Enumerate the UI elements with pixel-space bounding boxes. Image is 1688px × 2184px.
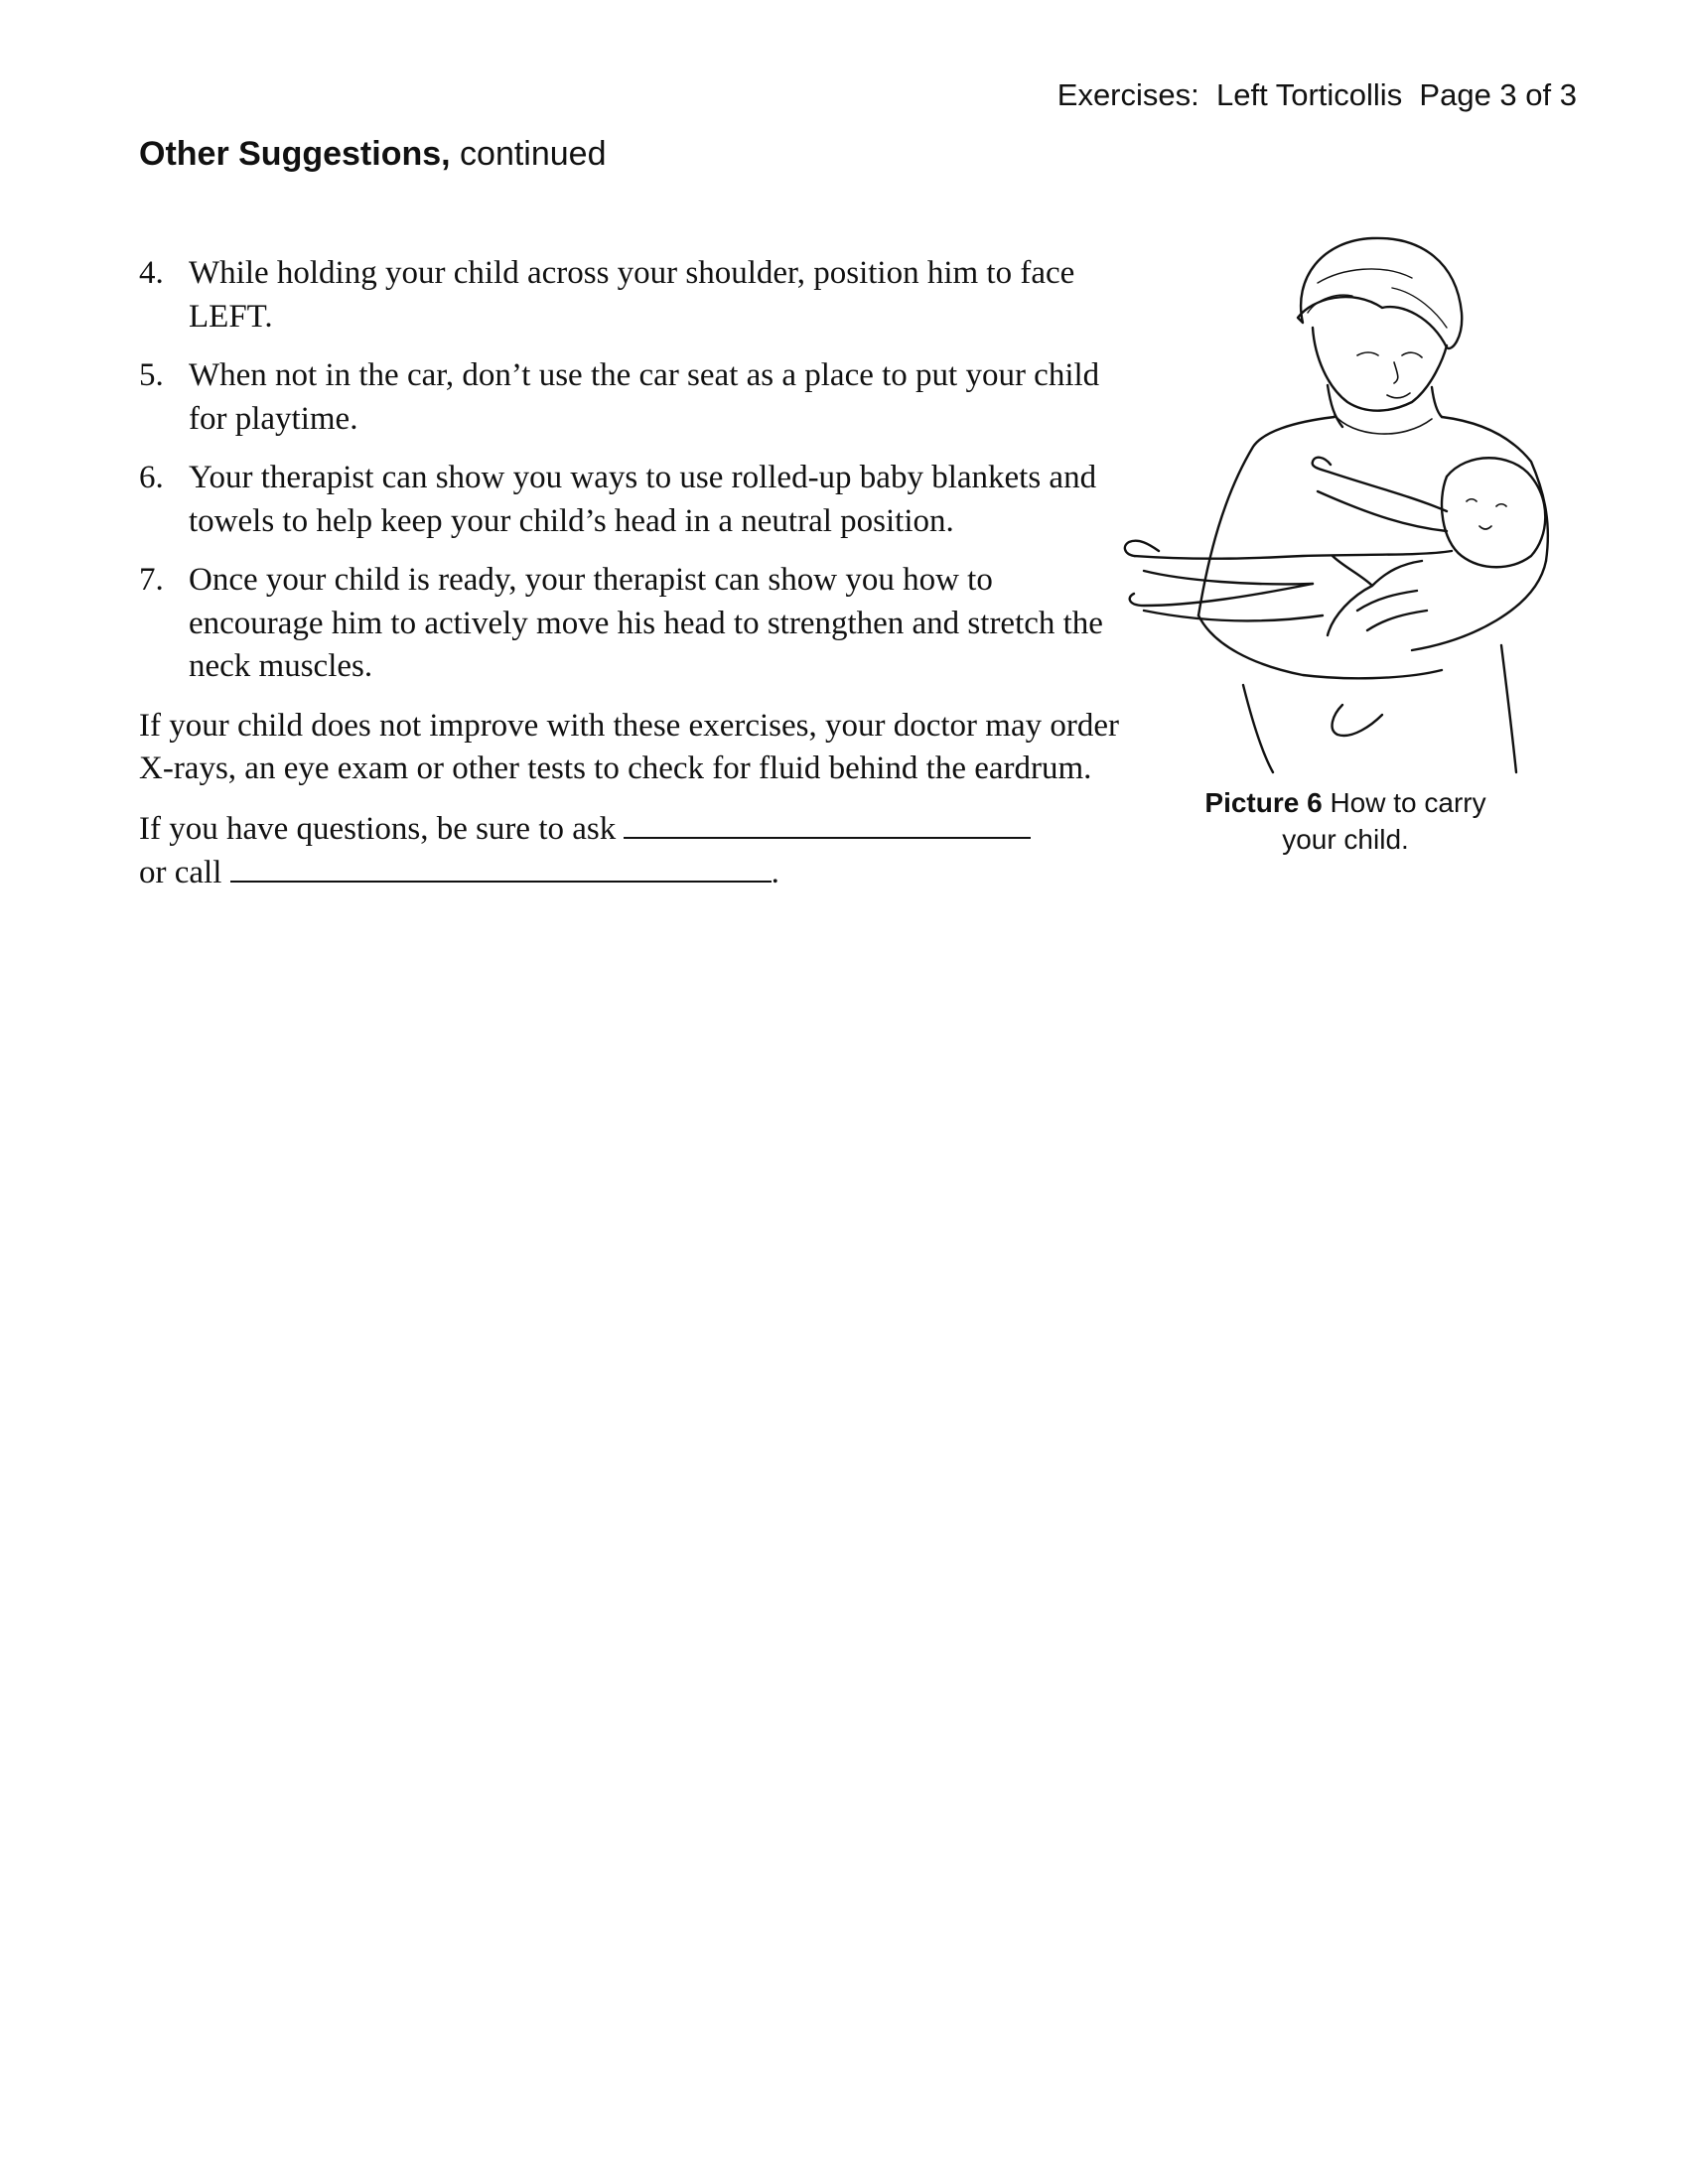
woman-hand [1328, 556, 1427, 635]
call-suffix: . [771, 855, 779, 890]
figure-caption [1192, 784, 1499, 858]
questions-prefix: If you have questions, be sure to ask [139, 810, 625, 847]
woman-arm [1198, 561, 1546, 678]
suggestions-list [139, 252, 1122, 689]
baby-body [1125, 541, 1452, 585]
woman-eyes [1357, 352, 1422, 357]
list-item-number: 6. [139, 460, 164, 495]
woman-nose-mouth [1387, 362, 1410, 398]
caption-text: How to carry your child. [1282, 787, 1486, 855]
woman-face [1313, 328, 1447, 411]
woman-carrying-baby-illustration [1104, 228, 1581, 774]
list-item-text: When not in the car, don’t use the car seat as a place to put your child for playtime. [189, 357, 1100, 437]
woman-collar [1335, 415, 1432, 434]
baby-leg-lower [1130, 584, 1323, 620]
followup-paragraph: If your child does not improve with these exercises, your doctor may order X-rays, an eye exam or other tests to check for fluid behind the eardrum. [139, 707, 1119, 786]
questions-paragraph [139, 807, 1122, 895]
woman-hair [1298, 238, 1462, 348]
ask-blank-line[interactable] [624, 807, 1031, 839]
call-prefix: or call [139, 855, 230, 890]
list-item [139, 559, 1122, 689]
list-item-text: Once your child is ready, your therapist can show you how to encourage him to actively move his head to strengthen and stretch the neck muscles. [189, 562, 1103, 684]
list-item [139, 252, 1122, 339]
list-item-text: Your therapist can show you ways to use rolled-up baby blankets and towels to help keep your child’s head in a neutral position. [189, 460, 1097, 539]
baby-head [1442, 458, 1545, 567]
baby-arm [1313, 458, 1447, 531]
list-item-text: While holding your child across your shoulder, position him to face LEFT. [189, 255, 1075, 335]
list-item [139, 354, 1122, 441]
section-heading-continued: continued [450, 135, 607, 173]
call-blank-line[interactable] [230, 851, 772, 883]
section-heading-bold: Other Suggestions, [139, 135, 451, 173]
list-item-number: 4. [139, 255, 164, 291]
baby-face [1467, 499, 1506, 529]
list-item-number: 5. [139, 357, 164, 393]
caption-label: Picture 6 [1204, 787, 1323, 818]
section-heading [139, 135, 607, 174]
main-content [139, 252, 1122, 911]
list-item-number: 7. [139, 562, 164, 598]
carry-child-figure [1104, 228, 1581, 774]
running-header: Exercises: Left Torticollis Page 3 of 3 [1056, 77, 1577, 112]
baby-foot [1333, 705, 1382, 736]
woman-lower [1243, 645, 1516, 772]
list-item [139, 457, 1122, 543]
